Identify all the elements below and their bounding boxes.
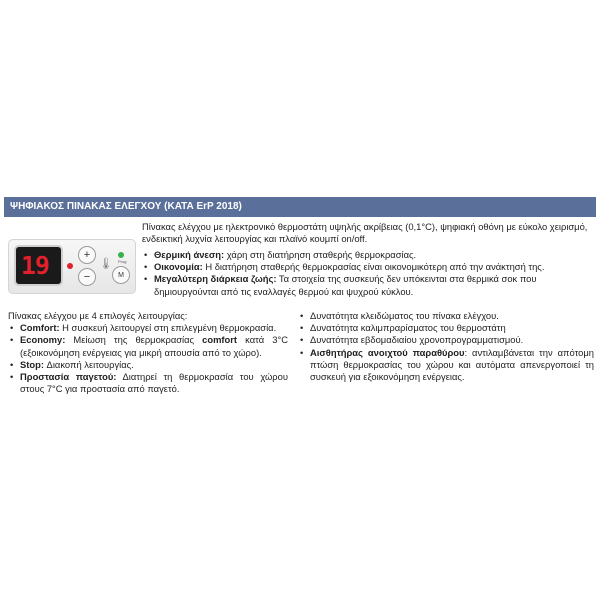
list-item: • Θερμική άνεση: χάρη στη διατήρηση σταθερής θερμοκρασίας. [142, 249, 594, 261]
plus-button-icon: + [79, 247, 95, 263]
section-header [4, 197, 596, 217]
modes-column [8, 310, 288, 395]
minus-button-icon: − [79, 269, 95, 285]
digital-display [16, 247, 61, 284]
list-item: • Μεγαλύτερη διάρκεια ζωής: Τα στοιχεία της συσκευής δεν υπόκεινται στα θερμικά σοκ που δημιουργούνται από τις εναλλαγές θερμού και ψυχρού κύκλου. [142, 273, 594, 297]
section-title: ΨΗΦΙΑΚΟΣ ΠΙΝΑΚΑΣ ΕΛΕΓΧΟΥ (ΚΑΤΑ ErP 2018) [10, 201, 242, 212]
features-list [142, 249, 594, 298]
list-item: • Comfort: Η συσκευή λειτουργεί στη επιλεγμένη θερμοκρασία. [8, 322, 288, 334]
list-item: • Economy: Μείωση της θερμοκρασίας comfort κατά 3°C (εξοικονόμηση ενέργειας για μικρή απουσία από το χώρο). [8, 334, 288, 358]
prog-led-label: Prog [118, 259, 127, 264]
list-item: • Δυνατότητα εβδομαδιαίου χρονοπρογραμματισμού. [298, 334, 594, 346]
list-item: • Δυνατότητα κλειδώματος του πίνακα ελέγχου. [298, 310, 594, 322]
list-item: • Προστασία παγετού: Διατηρεί τη θερμοκρασία του χώρου στους 7°C για προστασία από παγετό. [8, 371, 288, 395]
modes-intro: Πίνακας ελέγχου με 4 επιλογές λειτουργίας: [8, 310, 188, 321]
extras-column [298, 310, 594, 383]
list-item: • Αισθητήρας ανοιχτού παραθύρου: αντιλαμβάνεται την απότομη πτώση θερμοκρασίας του χώρου και αυτόματα απενεργοποιεί τη συσκευή για εξοικονόμηση ενέργειας. [298, 347, 594, 384]
mode-button-icon: M [113, 267, 129, 283]
prog-led-icon [118, 252, 124, 258]
list-item: • Οικονομία: Η διατήρηση σταθερής θερμοκρασίας είναι οικονομικότερη από την ανάκτησή της. [142, 261, 594, 273]
list-item: • Stop: Διακοπή λειτουργίας. [8, 359, 288, 371]
list-item: • Δυνατότητα καλιμπραρίσματος του θερμοστάτη [298, 322, 594, 334]
control-panel-image [8, 239, 136, 294]
power-led-icon [67, 263, 73, 269]
thermometer-icon: 🌡 [99, 258, 113, 270]
intro-paragraph: Πίνακας ελέγχου με ηλεκτρονικό θερμοστάτη υψηλής ακρίβειας (0,1°C), ψηφιακή οθόνη με εύκολο χειρισμό, ενδεικτική λυχνία λειτουργίας και πλαϊνό κουμπί on/off. [142, 221, 588, 245]
display-value: 19 [21, 251, 50, 280]
